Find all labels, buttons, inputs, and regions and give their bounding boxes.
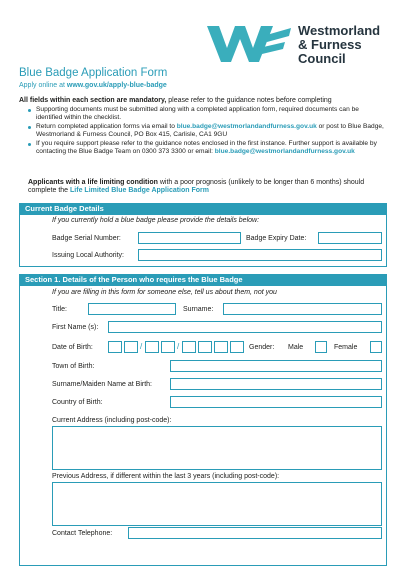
first-name-field[interactable]	[108, 321, 382, 333]
dob-separator: /	[140, 342, 143, 351]
dob-month-digit1[interactable]	[145, 341, 159, 353]
dob-month-digit2[interactable]	[161, 341, 175, 353]
mandatory-note	[19, 97, 385, 105]
female-checkbox[interactable]	[370, 341, 382, 353]
dob-day-digit2[interactable]	[124, 341, 138, 353]
issuing-authority-label: Issuing Local Authority:	[52, 252, 124, 259]
dob-year-digit4[interactable]	[230, 341, 244, 353]
badge-expiry-label: Badge Expiry Date:	[246, 235, 307, 242]
male-label: Male	[288, 344, 304, 351]
email-link[interactable]: blue.badge@westmorlandandfurness.gov.uk	[214, 147, 355, 155]
dob-day-digit1[interactable]	[108, 341, 122, 353]
telephone-label: Contact Telephone:	[52, 530, 113, 537]
badge-serial-field[interactable]	[138, 232, 241, 244]
bullet-supporting-docs: Supporting documents must be submitted along with a completed application form, required documents can be identified within the checklist.	[36, 106, 359, 121]
apply-prefix: Apply online at	[19, 82, 67, 89]
org-name-line2: & Furness	[298, 37, 362, 52]
badge-serial-label: Badge Serial Number:	[52, 235, 121, 242]
org-name-line1: Westmorland	[298, 23, 381, 38]
badge-expiry-field[interactable]	[318, 232, 382, 244]
maiden-name-field[interactable]	[170, 378, 382, 390]
section1-subheading: If you are filling in this form for someone else, tell us about them, not you	[52, 289, 277, 296]
dob-label: Date of Birth:	[52, 344, 93, 351]
dob-year-digit2[interactable]	[198, 341, 212, 353]
current-address-field[interactable]	[52, 426, 382, 470]
section1	[19, 286, 387, 566]
female-label: Female	[334, 344, 358, 351]
previous-address-label: Previous Address, if different within the last 3 years (including post-code):	[52, 473, 280, 480]
form-title: Blue Badge Application Form	[19, 67, 168, 79]
town-of-birth-label: Town of Birth:	[52, 363, 95, 370]
life-limit-form-link[interactable]: Life Limited Blue Badge Application Form	[70, 187, 210, 195]
apply-link[interactable]: www.gov.uk/apply-blue-badge	[66, 82, 167, 89]
org-name	[298, 24, 380, 66]
title-field[interactable]	[88, 303, 176, 315]
telephone-field[interactable]	[128, 527, 382, 539]
apply-online-line	[19, 82, 167, 89]
surname-field[interactable]	[223, 303, 382, 315]
list-item	[28, 106, 384, 122]
list-item	[28, 123, 384, 139]
bullet-support-a: If you require support please refer to the guidance notes enclosed in the first instance. Further support is available by contacting the Blue Badge Team on 0300 373 3300 or email:	[36, 139, 377, 155]
list-item	[28, 140, 384, 156]
country-of-birth-field[interactable]	[170, 396, 382, 408]
dob-year-digit3[interactable]	[214, 341, 228, 353]
wf-logo-mark-icon	[205, 22, 293, 64]
male-checkbox[interactable]	[315, 341, 327, 353]
current-badge-section	[19, 215, 387, 267]
gender-label: Gender:	[249, 344, 275, 351]
section1-heading: Section 1. Details of the Person who requires the Blue Badge	[19, 274, 387, 286]
current-badge-heading: Current Badge Details	[19, 203, 387, 215]
previous-address-field[interactable]	[52, 482, 382, 526]
council-logo	[205, 20, 385, 70]
org-name-line3: Council	[298, 51, 346, 66]
current-badge-subheading: If you currently hold a blue badge please provide the details below:	[52, 217, 260, 224]
country-of-birth-label: Country of Birth:	[52, 399, 103, 406]
mandatory-bold: All fields within each section are mandatory,	[19, 97, 167, 104]
mandatory-rest: please refer to the guidance notes before completing	[166, 97, 332, 104]
issuing-authority-field[interactable]	[138, 249, 382, 261]
surname-label: Surname:	[183, 306, 214, 313]
title-label: Title:	[52, 306, 67, 313]
life-limit-rest: with a poor prognosis (unlikely to be longer than 6 months) should complete the	[28, 179, 365, 195]
dob-year-digit1[interactable]	[182, 341, 196, 353]
guidance-list	[28, 106, 384, 156]
bullet-return-b: or post to Blue Badge, Westmorland & Furness Council, PO Box 415, Carlisle, CA1 9GU	[36, 122, 384, 138]
maiden-name-label: Surname/Maiden Name at Birth:	[52, 381, 152, 388]
email-link[interactable]: blue.badge@westmorlandandfurness.gov.uk	[176, 122, 317, 130]
first-name-label: First Name (s):	[52, 324, 99, 331]
bullet-return-a: Return completed application forms via email to	[36, 122, 177, 130]
life-limit-note	[28, 179, 386, 196]
dob-separator: /	[177, 342, 180, 351]
life-limit-bold: Applicants with a life limiting condition	[28, 179, 158, 186]
current-address-label: Current Address (including post-code):	[52, 417, 172, 424]
town-of-birth-field[interactable]	[170, 360, 382, 372]
